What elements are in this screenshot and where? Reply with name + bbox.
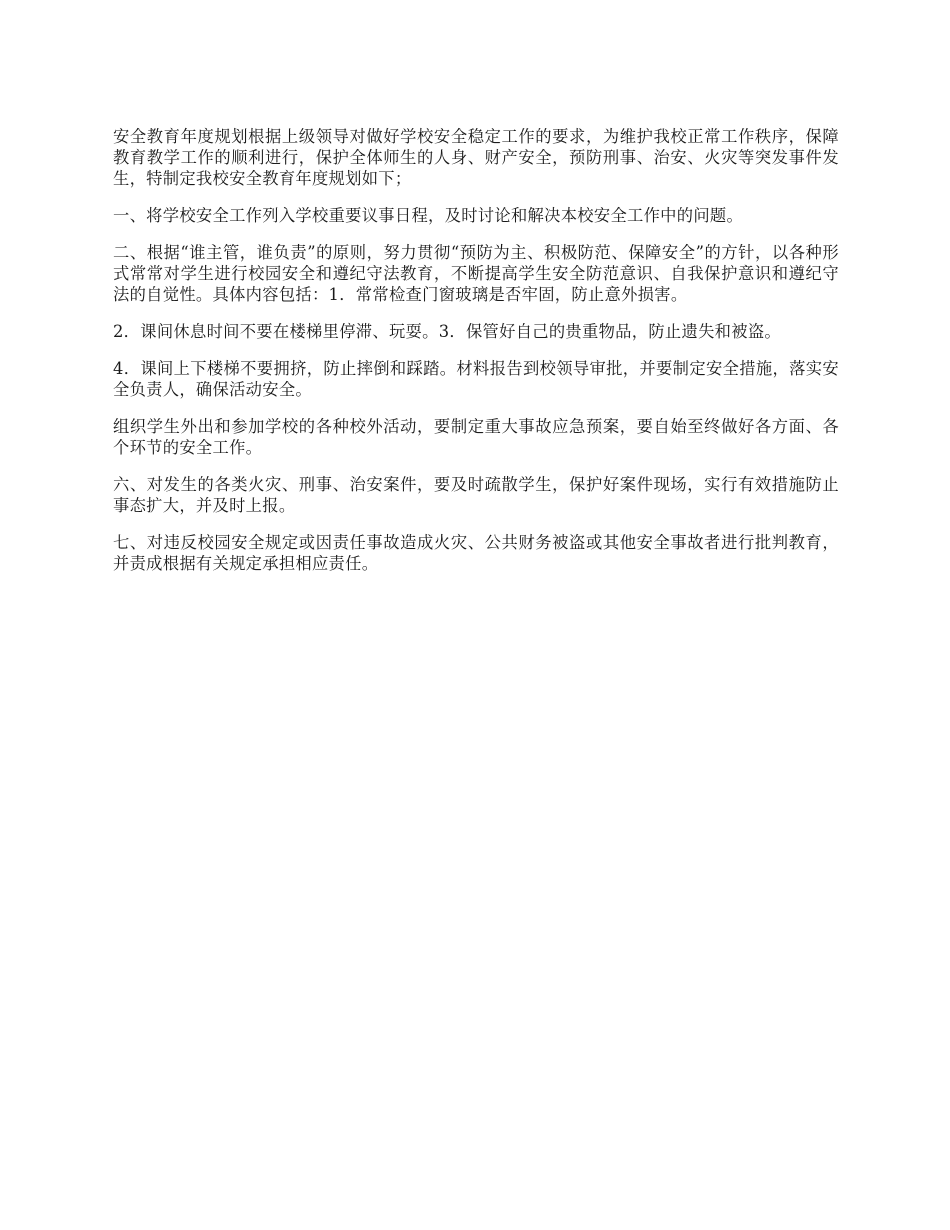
item-four-paragraph: 4．课间上下楼梯不要拥挤，防止摔倒和踩踏。材料报告到校领导审批，并要制定安全措施，落实安全负责人，确保活动安全。 (113, 359, 839, 399)
outing-paragraph: 组织学生外出和参加学校的各种校外活动，要制定重大事故应急预案，要自始至终做好各方面、各个环节的安全工作。 (113, 417, 839, 457)
section-seven-paragraph: 七、对违反校园安全规定或因责任事故造成火灾、公共财务被盗或其他安全事故者进行批判教育，并责成根据有关规定承担相应责任。 (113, 533, 839, 573)
document-body (113, 126, 839, 590)
section-one-paragraph: 一、将学校安全工作列入学校重要议事日程，及时讨论和解决本校安全工作中的问题。 (113, 206, 744, 225)
section-two-paragraph: 二、根据“谁主管，谁负责”的原则，努力贯彻“预防为主、积极防范、保障安全”的方针，以各种形式常常对学生进行校园安全和遵纪守法教育，不断提高学生安全防范意识、自我保护意识和遵纪守法的自觉性。具体内容包括：1．常常检查门窗玻璃是否牢固，防止意外损害。 (113, 243, 839, 304)
item-two-three-paragraph: 2．课间休息时间不要在楼梯里停滞、玩耍。3．保管好自己的贵重物品，防止遗失和被盗。 (113, 322, 781, 341)
intro-paragraph: 安全教育年度规划根据上级领导对做好学校安全稳定工作的要求，为维护我校正常工作秩序，保障教育教学工作的顺利进行，保护全体师生的人身、财产安全，预防刑事、治安、火灾等突发事件发生，特制定我校安全教育年度规划如下； (113, 127, 839, 188)
section-six-paragraph: 六、对发生的各类火灾、刑事、治安案件，要及时疏散学生，保护好案件现场，实行有效措施防止事态扩大，并及时上报。 (113, 475, 839, 515)
